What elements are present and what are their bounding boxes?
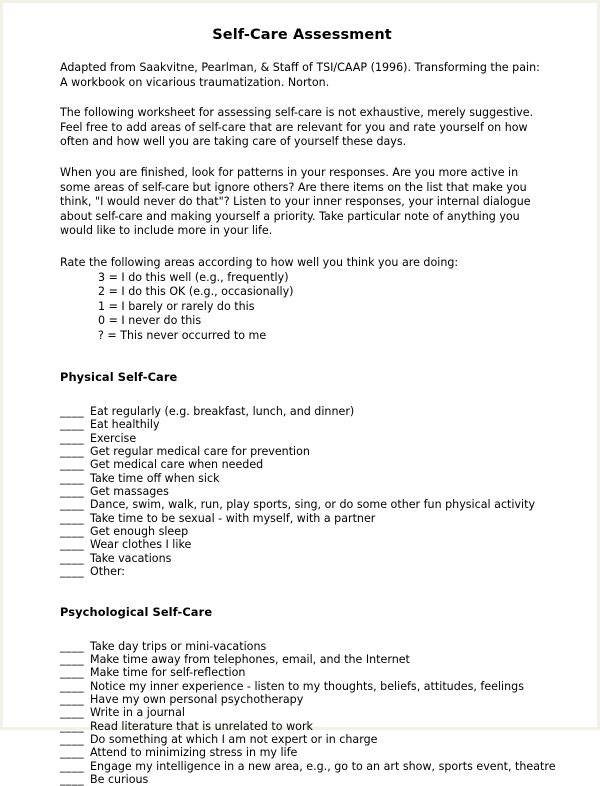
list-item-label: Get enough sleep <box>90 525 188 538</box>
rating-scale-item: ? = This never occurred to me <box>98 329 562 344</box>
list-item[interactable] <box>60 733 562 746</box>
answer-blank[interactable]: ____ <box>60 485 90 498</box>
list-item[interactable] <box>60 498 562 511</box>
answer-blank[interactable]: ____ <box>60 432 90 445</box>
list-item-label: Take time to be sexual - with myself, with a partner <box>90 512 375 525</box>
psychological-self-care-list <box>60 640 562 786</box>
list-item[interactable] <box>60 472 562 485</box>
list-item[interactable] <box>60 552 562 565</box>
answer-blank[interactable]: ____ <box>60 693 90 706</box>
section-heading-physical: Physical Self-Care <box>60 370 562 384</box>
rating-scale-item: 1 = I barely or rarely do this <box>98 300 562 315</box>
rating-scale-item: 0 = I never do this <box>98 314 562 329</box>
answer-blank[interactable]: ____ <box>60 418 90 431</box>
answer-blank[interactable]: ____ <box>60 538 90 551</box>
list-item-label: Eat healthily <box>90 418 160 431</box>
worksheet-intro-paragraph: The following worksheet for assessing self-care is not exhaustive, merely suggestive. Feel free to add areas of self-care that are relevant for you and rate yourself on how often and how well you are taking care of yourself these days. <box>60 106 562 150</box>
list-item[interactable] <box>60 653 562 666</box>
list-item-label: Other: <box>90 565 125 578</box>
list-item-label: Take time off when sick <box>90 472 220 485</box>
section-heading-psychological: Psychological Self-Care <box>60 605 562 619</box>
answer-blank[interactable]: ____ <box>60 720 90 733</box>
list-item[interactable] <box>60 773 562 786</box>
answer-blank[interactable]: ____ <box>60 680 90 693</box>
rating-scale-list <box>60 271 562 344</box>
list-item-label: Take day trips or mini-vacations <box>90 640 266 653</box>
answer-blank[interactable]: ____ <box>60 472 90 485</box>
answer-blank[interactable]: ____ <box>60 498 90 511</box>
document-body <box>3 3 597 786</box>
list-item-label: Do something at which I am not expert or in charge <box>90 733 377 746</box>
physical-self-care-list <box>60 405 562 578</box>
list-item[interactable] <box>60 640 562 653</box>
answer-blank[interactable]: ____ <box>60 653 90 666</box>
list-item[interactable] <box>60 693 562 706</box>
answer-blank[interactable]: ____ <box>60 445 90 458</box>
page-title: Self-Care Assessment <box>60 27 562 43</box>
list-item-label: Get medical care when needed <box>90 458 263 471</box>
list-item-label: Get massages <box>90 485 169 498</box>
list-item-label: Make time away from telephones, email, and the Internet <box>90 653 410 666</box>
list-item-label: Have my own personal psychotherapy <box>90 693 303 706</box>
answer-blank[interactable]: ____ <box>60 565 90 578</box>
list-item[interactable] <box>60 458 562 471</box>
list-item-label: Notice my inner experience - listen to my thoughts, beliefs, attitudes, feelings <box>90 680 524 693</box>
rating-scale-item: 2 = I do this OK (e.g., occasionally) <box>98 285 562 300</box>
list-item[interactable] <box>60 746 562 759</box>
list-item[interactable] <box>60 565 562 578</box>
list-item[interactable] <box>60 445 562 458</box>
list-item[interactable] <box>60 485 562 498</box>
list-item[interactable] <box>60 432 562 445</box>
list-item-label: Exercise <box>90 432 136 445</box>
list-item-label: Attend to minimizing stress in my life <box>90 746 297 759</box>
list-item[interactable] <box>60 405 562 418</box>
list-item-label: Engage my intelligence in a new area, e.g., go to an art show, sports event, theatre <box>90 760 556 773</box>
list-item[interactable] <box>60 525 562 538</box>
list-item-label: Write in a journal <box>90 706 185 719</box>
list-item-label: Eat regularly (e.g. breakfast, lunch, and dinner) <box>90 405 354 418</box>
list-item[interactable] <box>60 720 562 733</box>
credit-paragraph: Adapted from Saakvitne, Pearlman, & Staff of TSI/CAAP (1996). Transforming the pain: A workbook on vicarious traumatization. Norton. <box>60 61 562 90</box>
answer-blank[interactable]: ____ <box>60 458 90 471</box>
list-item-label: Dance, swim, walk, run, play sports, sing, or do some other fun physical activity <box>90 498 535 511</box>
answer-blank[interactable]: ____ <box>60 746 90 759</box>
rating-scale-item: 3 = I do this well (e.g., frequently) <box>98 271 562 286</box>
answer-blank[interactable]: ____ <box>60 706 90 719</box>
list-item[interactable] <box>60 706 562 719</box>
answer-blank[interactable]: ____ <box>60 405 90 418</box>
answer-blank[interactable]: ____ <box>60 640 90 653</box>
answer-blank[interactable]: ____ <box>60 666 90 679</box>
answer-blank[interactable]: ____ <box>60 512 90 525</box>
answer-blank[interactable]: ____ <box>60 773 90 786</box>
list-item[interactable] <box>60 680 562 693</box>
rating-instruction: Rate the following areas according to how well you think you are doing: <box>60 256 562 271</box>
answer-blank[interactable]: ____ <box>60 760 90 773</box>
list-item-label: Wear clothes I like <box>90 538 191 551</box>
list-item-label: Make time for self-reflection <box>90 666 245 679</box>
list-item-label: Get regular medical care for prevention <box>90 445 310 458</box>
list-item-label: Read literature that is unrelated to work <box>90 720 313 733</box>
list-item-label: Take vacations <box>90 552 171 565</box>
list-item[interactable] <box>60 418 562 431</box>
answer-blank[interactable]: ____ <box>60 525 90 538</box>
answer-blank[interactable]: ____ <box>60 733 90 746</box>
list-item[interactable] <box>60 666 562 679</box>
list-item[interactable] <box>60 538 562 551</box>
list-item-label: Be curious <box>90 773 148 786</box>
answer-blank[interactable]: ____ <box>60 552 90 565</box>
list-item[interactable] <box>60 512 562 525</box>
patterns-intro-paragraph: When you are finished, look for patterns in your responses. Are you more active in some areas of self-care but ignore others? Are there items on the list that make you think, "I would never do that"? Listen to your inner responses, your internal dialogue about self-care and making yourself a priority. Take particular note of anything you would like to include more in your life. <box>60 166 562 239</box>
list-item[interactable] <box>60 760 562 773</box>
